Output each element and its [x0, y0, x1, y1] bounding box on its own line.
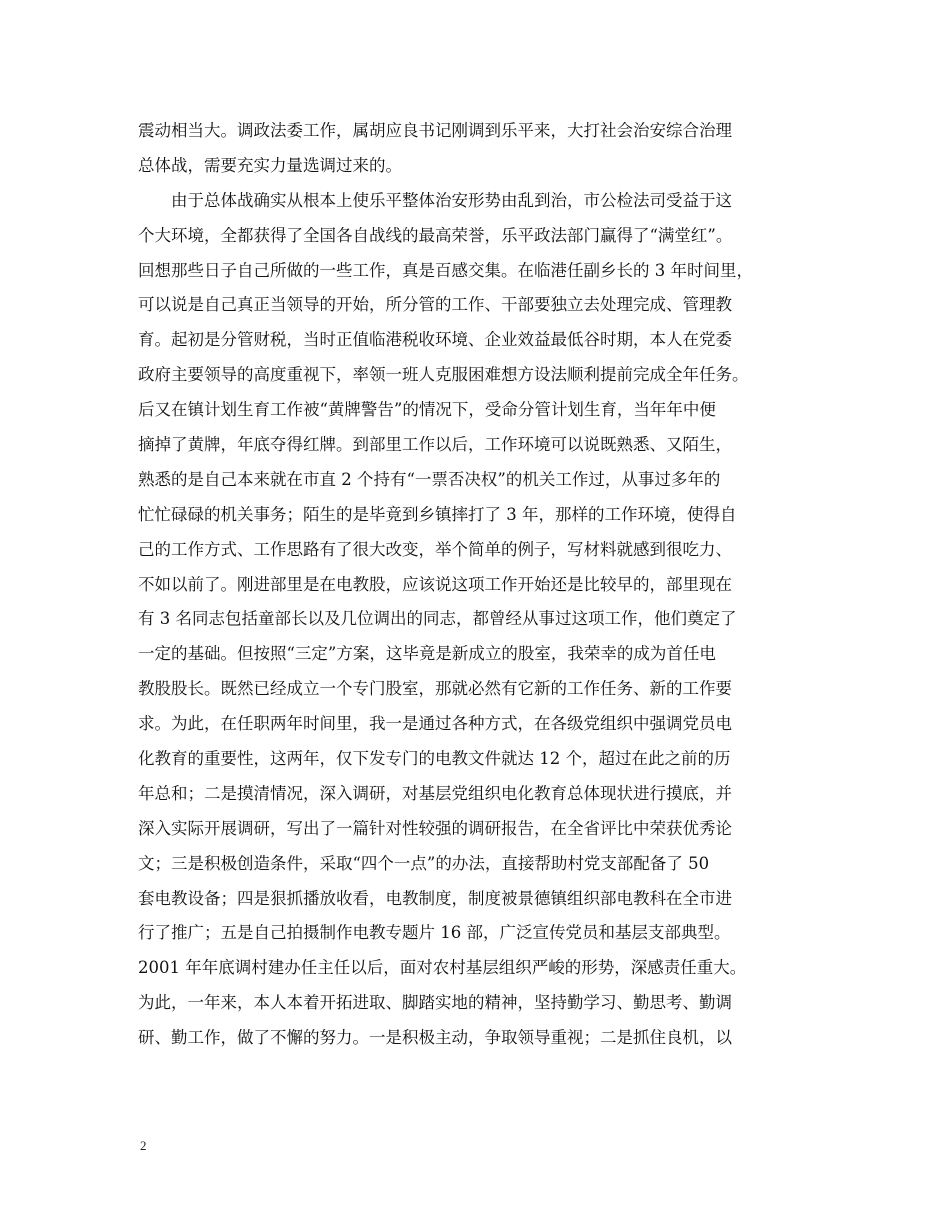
text-line: 后又在镇计划生育工作被“黄牌警告”的情况下，受命分管计划生育，当年年中便	[138, 400, 716, 420]
text-line: 由于总体战确实从根本上使乐平整体治安形势由乱到治，市公检法司受益于这	[171, 190, 732, 210]
text-line: 回想那些日子自己所做的一些工作，真是百感交集。在临港任副乡长的 3 年时间里，	[138, 260, 753, 280]
text-line: 育。起初是分管财税，当时正值临港税收环境、企业效益最低谷时期，本人在党委	[138, 330, 732, 350]
text-line: 忙忙碌碌的机关事务；陌生的是毕竟到乡镇摔打了 3 年，那样的工作环境，使得自	[138, 504, 737, 524]
text-line: 己的工作方式、工作思路有了很大改变，举个简单的例子，写材料就感到很吃力、	[138, 539, 732, 559]
page-number: 2	[140, 1138, 147, 1153]
text-line: 文；三是积极创造条件，采取“四个一点”的办法，直接帮助村党支部配备了 50	[138, 853, 710, 873]
text-line: 可以说是自己真正当领导的开始，所分管的工作、干部要独立去处理完成、管理教	[138, 295, 732, 315]
text-line: 一定的基础。但按照“三定”方案，这毕竟是新成立的股室，我荣幸的成为首任电	[138, 644, 716, 664]
text-line: 2001 年年底调村建办任主任以后，面对农村基层组织严峻的形势，深感责任重大。	[138, 958, 747, 978]
text-line: 年总和；二是摸清情况，深入调研，对基层党组织电化教育总体现状进行摸底，并	[138, 783, 732, 803]
text-line: 为此，一年来，本人本着开拓进取、脚踏实地的精神，坚持勤学习、勤思考、勤调	[138, 993, 732, 1013]
text-line: 有 3 名同志包括童部长以及几位调出的同志，都曾经从事过这项工作，他们奠定了	[138, 609, 737, 629]
text-line: 政府主要领导的高度重视下，率领一班人克服困难想方设法顺利提前完成全年任务。	[138, 365, 749, 385]
text-line: 套电教设备；四是狠抓播放收看，电教制度，制度被景德镇组织部电教科在全市进	[138, 888, 732, 908]
text-line: 求。为此，在任职两年时间里，我一是通过各种方式，在各级党组织中强调党员电	[138, 714, 732, 734]
text-line: 熟悉的是自己本来就在市直 2 个持有“一票否决权”的机关工作过，从事过多年的	[138, 469, 721, 489]
text-line: 化教育的重要性，这两年，仅下发专门的电教文件就达 12 个，超过在此之前的历	[138, 749, 731, 769]
text-line: 行了推广；五是自己拍摄制作电教专题片 16 部，广泛宣传党员和基层支部典型。	[138, 923, 731, 943]
text-line: 震动相当大。调政法委工作，属胡应良书记刚调到乐平来，大打社会治安综合治理	[138, 121, 732, 140]
text-line: 个大环境，全都获得了全国各自战线的最高荣誉，乐平政法部门赢得了“满堂红”。	[138, 225, 733, 245]
text-line: 总体战，需要充实力量选调过来的。	[138, 155, 402, 175]
text-line: 教股股长。既然已经成立一个专门股室，那就必然有它新的工作任务、新的工作要	[138, 679, 732, 699]
body-text	[138, 114, 828, 1056]
text-line: 研、勤工作，做了不懈的努力。一是积极主动，争取领导重视；二是抓住良机，以	[138, 1028, 732, 1048]
text-line: 不如以前了。刚进部里是在电教股，应该说这项工作开始还是比较早的，部里现在	[138, 574, 732, 594]
text-line: 深入实际开展调研，写出了一篇针对性较强的调研报告，在全省评比中荣获优秀论	[138, 818, 732, 838]
text-line: 摘掉了黄牌，年底夺得红牌。到部里工作以后，工作环境可以说既熟悉、又陌生，	[138, 435, 732, 455]
